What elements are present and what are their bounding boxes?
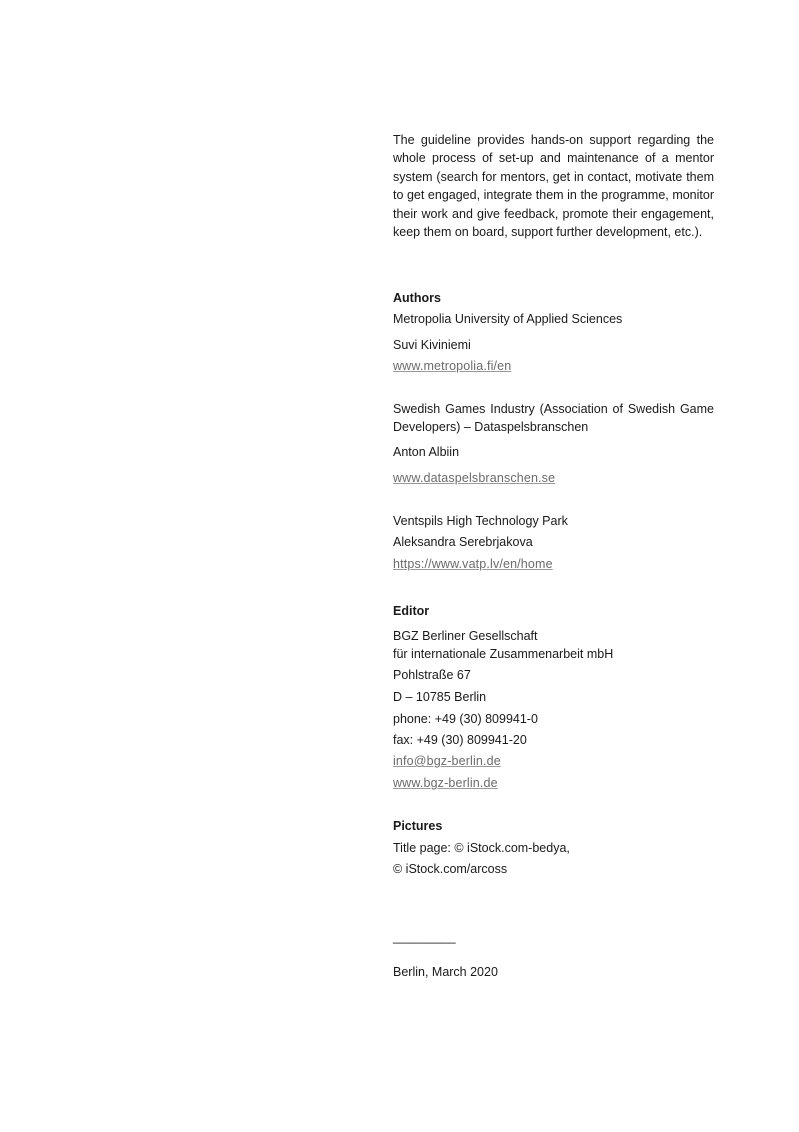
link-metropolia[interactable]: www.metropolia.fi/en: [393, 359, 512, 373]
place-date: Berlin, March 2020: [393, 965, 498, 979]
authors-heading: Authors: [393, 291, 441, 305]
link-email[interactable]: info@bgz-berlin.de: [393, 754, 501, 768]
pictures-credit-line2: © iStock.com/arcoss: [393, 862, 508, 876]
link-vatp[interactable]: https://www.vatp.lv/en/home: [393, 557, 553, 571]
editor-name-line2: für internationale Zusammenarbeit mbH: [393, 647, 614, 661]
author-org-swedish-games: Swedish Games Industry (Association of Swedish Game Developers) – Dataspelsbranschen: [393, 402, 714, 434]
link-dataspelsbranschen[interactable]: www.dataspelsbranschen.se: [393, 471, 556, 485]
editor-phone: phone: +49 (30) 809941-0: [393, 712, 538, 726]
editor-name-line1: BGZ Berliner Gesellschaft: [393, 629, 538, 643]
author-person-serebrjakova: Aleksandra Serebrjakova: [393, 535, 533, 549]
link-bgz-website[interactable]: www.bgz-berlin.de: [393, 776, 498, 790]
author-person-kiviniemi: Suvi Kiviniemi: [393, 338, 471, 352]
pictures-credit-line1: Title page: © iStock.com-bedya,: [393, 841, 570, 855]
separator-rule: _________: [393, 930, 456, 944]
author-org-ventspils: Ventspils High Technology Park: [393, 514, 568, 528]
author-org-metropolia: Metropolia University of Applied Sciences: [393, 312, 623, 326]
intro-paragraph: The guideline provides hands-on support regarding the whole process of set-up and maintenance of a mentor system (search for mentors, get in contact, motivate them to get engaged, integrate them in the programme, monitor their work and give feedback, promote their engagement, keep them on board, support further development, etc.).: [393, 133, 714, 240]
editor-street: Pohlstraße 67: [393, 668, 471, 682]
pictures-heading: Pictures: [393, 819, 443, 833]
editor-heading: Editor: [393, 604, 430, 618]
editor-fax: fax: +49 (30) 809941-20: [393, 733, 527, 747]
editor-city: D – 10785 Berlin: [393, 690, 487, 704]
author-person-albiin: Anton Albiin: [393, 445, 460, 459]
